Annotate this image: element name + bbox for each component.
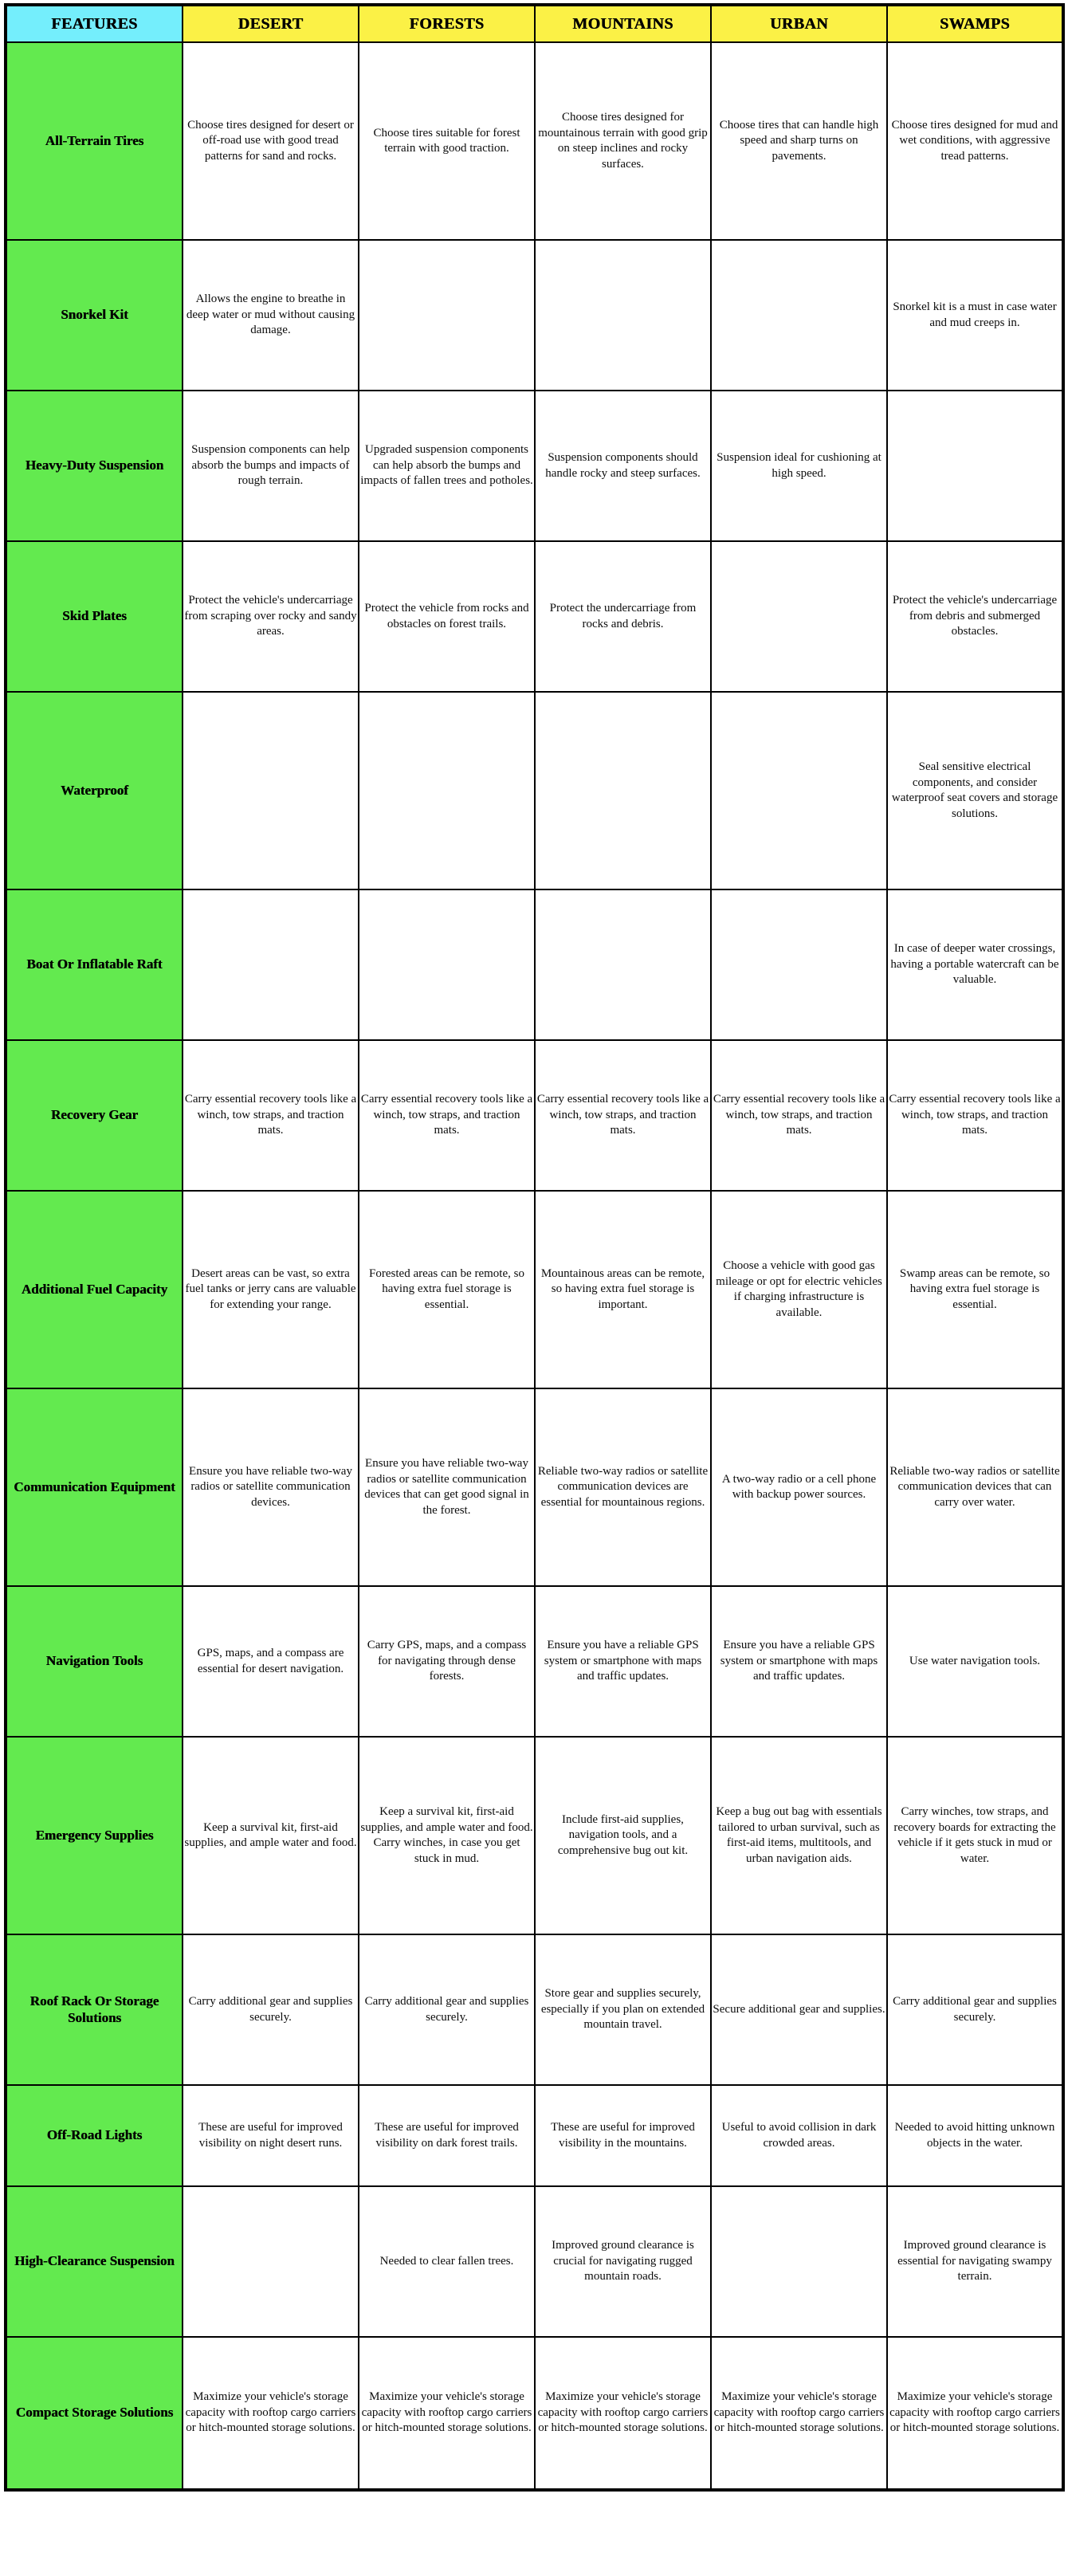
cell-forests: Carry additional gear and supplies securely. xyxy=(359,1934,535,2085)
cell-mountains: Improved ground clearance is crucial for navigating rugged mountain roads. xyxy=(535,2186,711,2337)
table-row xyxy=(6,2085,1063,2186)
cell-forests: Protect the vehicle from rocks and obstacles on forest trails. xyxy=(359,541,535,692)
cell-forests: These are useful for improved visibility on dark forest trails. xyxy=(359,2085,535,2186)
table-row xyxy=(6,1040,1063,1191)
cell-urban xyxy=(711,889,887,1040)
column-header-urban[interactable]: URBAN xyxy=(711,5,887,42)
cell-urban: Useful to avoid collision in dark crowded areas. xyxy=(711,2085,887,2186)
feature-name-cell: Skid Plates xyxy=(6,541,183,692)
cell-urban xyxy=(711,2186,887,2337)
cell-mountains: Reliable two-way radios or satellite communication devices are essential for mountainous regions. xyxy=(535,1388,711,1586)
table-row xyxy=(6,889,1063,1040)
cell-desert: Keep a survival kit, first-aid supplies, and ample water and food. xyxy=(183,1737,359,1934)
cell-urban: Maximize your vehicle's storage capacity with rooftop cargo carriers or hitch-mounted storage solutions. xyxy=(711,2337,887,2490)
cell-mountains: Suspension components should handle rocky and steep surfaces. xyxy=(535,391,711,541)
cell-desert: These are useful for improved visibility on night desert runs. xyxy=(183,2085,359,2186)
cell-urban xyxy=(711,692,887,889)
cell-urban: Secure additional gear and supplies. xyxy=(711,1934,887,2085)
cell-swamps: Seal sensitive electrical components, and consider waterproof seat covers and storage solutions. xyxy=(887,692,1063,889)
cell-desert: Carry essential recovery tools like a winch, tow straps, and traction mats. xyxy=(183,1040,359,1191)
cell-mountains xyxy=(535,692,711,889)
cell-forests: Maximize your vehicle's storage capacity with rooftop cargo carriers or hitch-mounted storage solutions. xyxy=(359,2337,535,2490)
cell-desert xyxy=(183,2186,359,2337)
cell-swamps: Snorkel kit is a must in case water and mud creeps in. xyxy=(887,240,1063,391)
cell-desert: Suspension components can help absorb the bumps and impacts of rough terrain. xyxy=(183,391,359,541)
cell-forests: Ensure you have reliable two-way radios or satellite communication devices that can get good signal in the forest. xyxy=(359,1388,535,1586)
feature-name-cell: High-Clearance Suspension xyxy=(6,2186,183,2337)
cell-urban: Choose a vehicle with good gas mileage or opt for electric vehicles if charging infrastructure is available. xyxy=(711,1191,887,1388)
cell-desert: Protect the vehicle's undercarriage from scraping over rocky and sandy areas. xyxy=(183,541,359,692)
column-header-forests[interactable]: FORESTS xyxy=(359,5,535,42)
feature-name-cell: Roof Rack Or Storage Solutions xyxy=(6,1934,183,2085)
cell-swamps: Carry essential recovery tools like a winch, tow straps, and traction mats. xyxy=(887,1040,1063,1191)
cell-desert: Allows the engine to breathe in deep water or mud without causing damage. xyxy=(183,240,359,391)
feature-name-cell: Navigation Tools xyxy=(6,1586,183,1737)
cell-mountains: Choose tires designed for mountainous terrain with good grip on steep inclines and rocky surfaces. xyxy=(535,42,711,240)
feature-name-cell: Recovery Gear xyxy=(6,1040,183,1191)
cell-mountains: Maximize your vehicle's storage capacity with rooftop cargo carriers or hitch-mounted storage solutions. xyxy=(535,2337,711,2490)
cell-desert: Desert areas can be vast, so extra fuel tanks or jerry cans are valuable for extending your range. xyxy=(183,1191,359,1388)
feature-name-cell: Snorkel Kit xyxy=(6,240,183,391)
cell-mountains xyxy=(535,240,711,391)
column-header-features[interactable]: FEATURES xyxy=(6,5,183,42)
table-body xyxy=(6,42,1063,2490)
feature-name-cell: All-Terrain Tires xyxy=(6,42,183,240)
table-row xyxy=(6,1388,1063,1586)
cell-swamps: Choose tires designed for mud and wet conditions, with aggressive tread patterns. xyxy=(887,42,1063,240)
cell-mountains: These are useful for improved visibility in the mountains. xyxy=(535,2085,711,2186)
cell-forests: Carry essential recovery tools like a winch, tow straps, and traction mats. xyxy=(359,1040,535,1191)
cell-swamps: Needed to avoid hitting unknown objects in the water. xyxy=(887,2085,1063,2186)
cell-desert: Choose tires designed for desert or off-road use with good tread patterns for sand and rocks. xyxy=(183,42,359,240)
cell-urban: Ensure you have a reliable GPS system or smartphone with maps and traffic updates. xyxy=(711,1586,887,1737)
feature-name-cell: Waterproof xyxy=(6,692,183,889)
feature-name-cell: Additional Fuel Capacity xyxy=(6,1191,183,1388)
cell-urban xyxy=(711,541,887,692)
cell-desert: Maximize your vehicle's storage capacity with rooftop cargo carriers or hitch-mounted storage solutions. xyxy=(183,2337,359,2490)
feature-name-cell: Boat Or Inflatable Raft xyxy=(6,889,183,1040)
cell-urban: Carry essential recovery tools like a winch, tow straps, and traction mats. xyxy=(711,1040,887,1191)
cell-mountains: Mountainous areas can be remote, so having extra fuel storage is important. xyxy=(535,1191,711,1388)
column-header-desert[interactable]: DESERT xyxy=(183,5,359,42)
cell-desert: Ensure you have reliable two-way radios or satellite communication devices. xyxy=(183,1388,359,1586)
cell-swamps: Carry additional gear and supplies securely. xyxy=(887,1934,1063,2085)
cell-forests: Keep a survival kit, first-aid supplies, and ample water and food. Carry winches, in case you get stuck in mud. xyxy=(359,1737,535,1934)
table-row xyxy=(6,2186,1063,2337)
cell-swamps xyxy=(887,391,1063,541)
table-row xyxy=(6,2337,1063,2490)
cell-mountains: Protect the undercarriage from rocks and debris. xyxy=(535,541,711,692)
cell-desert xyxy=(183,692,359,889)
cell-forests: Carry GPS, maps, and a compass for navigating through dense forests. xyxy=(359,1586,535,1737)
cell-mountains: Carry essential recovery tools like a winch, tow straps, and traction mats. xyxy=(535,1040,711,1191)
feature-name-cell: Communication Equipment xyxy=(6,1388,183,1586)
table-row xyxy=(6,1191,1063,1388)
cell-urban xyxy=(711,240,887,391)
cell-forests xyxy=(359,692,535,889)
cell-mountains: Include first-aid supplies, navigation tools, and a comprehensive bug out kit. xyxy=(535,1737,711,1934)
table-row xyxy=(6,42,1063,240)
cell-forests: Choose tires suitable for forest terrain with good traction. xyxy=(359,42,535,240)
column-header-swamps[interactable]: SWAMPS xyxy=(887,5,1063,42)
cell-swamps: Improved ground clearance is essential for navigating swampy terrain. xyxy=(887,2186,1063,2337)
cell-urban: A two-way radio or a cell phone with backup power sources. xyxy=(711,1388,887,1586)
cell-swamps: Use water navigation tools. xyxy=(887,1586,1063,1737)
cell-forests xyxy=(359,240,535,391)
cell-urban: Keep a bug out bag with essentials tailored to urban survival, such as first-aid items, multitools, and urban navigation aids. xyxy=(711,1737,887,1934)
cell-forests: Upgraded suspension components can help absorb the bumps and impacts of fallen trees and potholes. xyxy=(359,391,535,541)
cell-swamps: Protect the vehicle's undercarriage from debris and submerged obstacles. xyxy=(887,541,1063,692)
cell-desert xyxy=(183,889,359,1040)
feature-name-cell: Heavy-Duty Suspension xyxy=(6,391,183,541)
cell-swamps: Carry winches, tow straps, and recovery boards for extracting the vehicle if it gets stuck in mud or water. xyxy=(887,1737,1063,1934)
feature-name-cell: Off-Road Lights xyxy=(6,2085,183,2186)
cell-forests xyxy=(359,889,535,1040)
cell-urban: Choose tires that can handle high speed and sharp turns on pavements. xyxy=(711,42,887,240)
table-row xyxy=(6,1737,1063,1934)
feature-name-cell: Compact Storage Solutions xyxy=(6,2337,183,2490)
table-row xyxy=(6,692,1063,889)
cell-mountains xyxy=(535,889,711,1040)
terrain-features-comparison-table xyxy=(4,3,1065,2492)
table-header xyxy=(6,5,1063,42)
column-header-mountains[interactable]: MOUNTAINS xyxy=(535,5,711,42)
table-header-row xyxy=(6,5,1063,42)
table-row xyxy=(6,541,1063,692)
cell-desert: Carry additional gear and supplies securely. xyxy=(183,1934,359,2085)
table-row xyxy=(6,1586,1063,1737)
cell-swamps: In case of deeper water crossings, having a portable watercraft can be valuable. xyxy=(887,889,1063,1040)
cell-desert: GPS, maps, and a compass are essential for desert navigation. xyxy=(183,1586,359,1737)
cell-swamps: Maximize your vehicle's storage capacity with rooftop cargo carriers or hitch-mounted storage solutions. xyxy=(887,2337,1063,2490)
table-row xyxy=(6,391,1063,541)
cell-urban: Suspension ideal for cushioning at high speed. xyxy=(711,391,887,541)
cell-swamps: Swamp areas can be remote, so having extra fuel storage is essential. xyxy=(887,1191,1063,1388)
table-row xyxy=(6,1934,1063,2085)
cell-forests: Needed to clear fallen trees. xyxy=(359,2186,535,2337)
cell-mountains: Store gear and supplies securely, especially if you plan on extended mountain travel. xyxy=(535,1934,711,2085)
table-row xyxy=(6,240,1063,391)
cell-mountains: Ensure you have a reliable GPS system or smartphone with maps and traffic updates. xyxy=(535,1586,711,1737)
cell-swamps: Reliable two-way radios or satellite communication devices that can carry over water. xyxy=(887,1388,1063,1586)
cell-forests: Forested areas can be remote, so having extra fuel storage is essential. xyxy=(359,1191,535,1388)
feature-name-cell: Emergency Supplies xyxy=(6,1737,183,1934)
